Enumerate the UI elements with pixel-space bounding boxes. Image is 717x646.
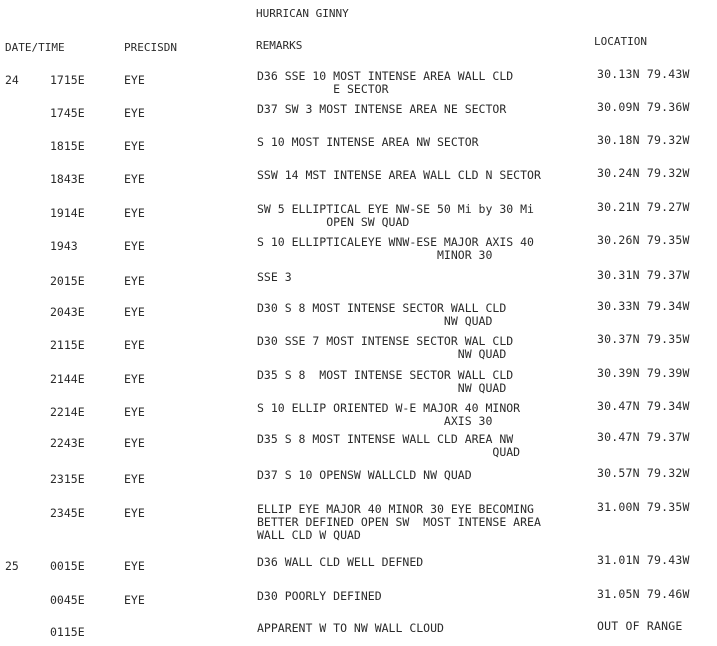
row-precision: EYE: [124, 338, 145, 352]
row-time: 2214E: [50, 405, 85, 419]
row-remarks: D30 POORLY DEFINED: [257, 589, 382, 603]
row-precision: EYE: [124, 372, 145, 386]
row-precision: EYE: [124, 206, 145, 220]
row-precision: EYE: [124, 436, 145, 450]
row-remarks: D35 S 8 MOST INTENSE WALL CLD AREA NW QUAD: [257, 432, 521, 459]
row-remarks: D35 S 8 MOST INTENSE SECTOR WALL CLD NW QUAD: [257, 368, 514, 395]
row-remarks: ELLIP EYE MAJOR 40 MINOR 30 EYE BECOMING BETTER DEFINED OPEN SW MOST INTENSE AREA WALL CLD W QUAD: [257, 502, 541, 542]
row-time: 1914E: [50, 206, 85, 220]
row-location: 30.31N 79.37W: [597, 268, 690, 282]
row-remarks: D36 SSE 10 MOST INTENSE AREA WALL CLD E SECTOR: [257, 69, 514, 96]
row-remarks: S 10 ELLIPTICALEYE WNW-ESE MAJOR AXIS 40 MINOR 30: [257, 235, 534, 262]
row-precision: EYE: [124, 73, 145, 87]
row-location: 30.39N 79.39W: [597, 366, 690, 380]
row-precision: EYE: [124, 405, 145, 419]
row-location: 30.18N 79.32W: [597, 133, 690, 147]
row-remarks: D37 SW 3 MOST INTENSE AREA NE SECTOR: [257, 102, 507, 116]
row-location: 30.37N 79.35W: [597, 332, 690, 346]
row-location: 31.00N 79.35W: [597, 500, 690, 514]
row-time: 2115E: [50, 338, 85, 352]
row-location: 30.47N 79.34W: [597, 399, 690, 413]
row-precision: EYE: [124, 106, 145, 120]
header-precision: PRECISDN: [124, 41, 177, 54]
row-precision: EYE: [124, 239, 145, 253]
row-location: 31.01N 79.43W: [597, 553, 690, 567]
row-time: 1745E: [50, 106, 85, 120]
row-time: 2144E: [50, 372, 85, 386]
row-date: 25: [5, 559, 19, 573]
row-precision: EYE: [124, 274, 145, 288]
row-remarks: SW 5 ELLIPTICAL EYE NW-SE 50 Mi by 30 Mi OPEN SW QUAD: [257, 202, 534, 229]
row-location: 30.21N 79.27W: [597, 200, 690, 214]
row-time: 2345E: [50, 506, 85, 520]
row-location: 30.26N 79.35W: [597, 233, 690, 247]
row-location: 30.24N 79.32W: [597, 166, 690, 180]
row-remarks: S 10 MOST INTENSE AREA NW SECTOR: [257, 135, 479, 149]
row-precision: EYE: [124, 593, 145, 607]
header-location: LOCATION: [594, 35, 647, 48]
row-time: 0115E: [50, 625, 85, 639]
row-remarks: D30 SSE 7 MOST INTENSE SECTOR WAL CLD NW QUAD: [257, 334, 514, 361]
row-time: 1843E: [50, 172, 85, 186]
row-precision: EYE: [124, 472, 145, 486]
row-location: 30.57N 79.32W: [597, 466, 690, 480]
header-date-time: DATE/TIME: [5, 41, 65, 54]
row-location: 30.13N 79.43W: [597, 67, 690, 81]
row-location: 30.09N 79.36W: [597, 100, 690, 114]
row-location: 31.05N 79.46W: [597, 587, 690, 601]
row-remarks: S 10 ELLIP ORIENTED W-E MAJOR 40 MINOR AXIS 30: [257, 401, 521, 428]
row-remarks: SSW 14 MST INTENSE AREA WALL CLD N SECTOR: [257, 168, 541, 182]
header-remarks: REMARKS: [256, 39, 303, 52]
row-remarks: APPARENT W TO NW WALL CLOUD: [257, 621, 444, 635]
row-time: 1943: [50, 239, 78, 253]
row-precision: EYE: [124, 559, 145, 573]
row-precision: EYE: [124, 506, 145, 520]
row-remarks: D36 WALL CLD WELL DEFNED: [257, 555, 424, 569]
row-precision: EYE: [124, 172, 145, 186]
row-time: 0045E: [50, 593, 85, 607]
row-remarks: D30 S 8 MOST INTENSE SECTOR WALL CLD NW QUAD: [257, 301, 507, 328]
row-precision: EYE: [124, 139, 145, 153]
row-date: 24: [5, 73, 19, 87]
row-time: 2043E: [50, 305, 85, 319]
row-time: 1715E: [50, 73, 85, 87]
row-location: 30.33N 79.34W: [597, 299, 690, 313]
row-location: OUT OF RANGE: [597, 619, 683, 633]
row-time: 1815E: [50, 139, 85, 153]
row-location: 30.47N 79.37W: [597, 430, 690, 444]
row-time: 2243E: [50, 436, 85, 450]
row-remarks: SSE 3: [257, 270, 292, 284]
row-remarks: D37 S 10 OPENSW WALLCLD NW QUAD: [257, 468, 472, 482]
row-time: 0015E: [50, 559, 85, 573]
row-time: 2015E: [50, 274, 85, 288]
document-title: HURRICAN GINNY: [256, 7, 349, 20]
row-time: 2315E: [50, 472, 85, 486]
row-precision: EYE: [124, 305, 145, 319]
